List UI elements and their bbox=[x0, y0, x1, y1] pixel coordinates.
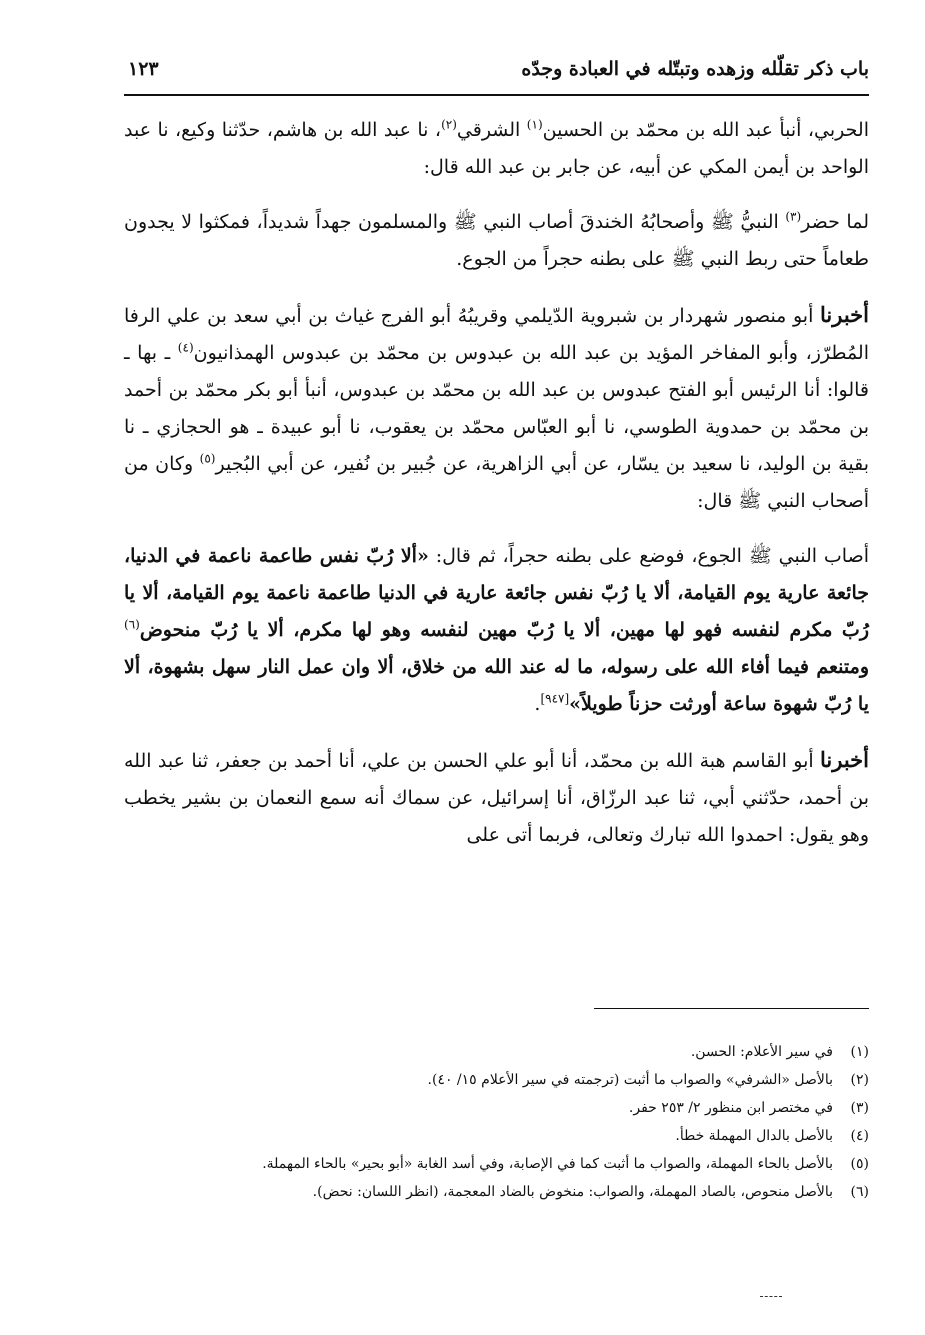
footnote-number: (٤) bbox=[850, 1128, 869, 1144]
chapter-title: باب ذكر تقلّله وزهده وتبتّله في العبادة وجدّه bbox=[521, 58, 869, 80]
footnote-item bbox=[124, 1150, 869, 1178]
footnote-ref-4[interactable]: (٤) bbox=[177, 340, 194, 355]
lead-word: أخبرنا bbox=[820, 747, 869, 772]
text-segment: . bbox=[534, 693, 541, 715]
footnote-number: (٥) bbox=[850, 1156, 869, 1172]
text-segment: أبو القاسم هبة الله بن محمّد، أنا أبو علي الحسن بن علي، أنا أحمد بن جعفر، ثنا عبد الله بن أحمد، حدّثني أبي، ثنا عبد الرزّاق، أنا إسرائيل، عن سماك أنه سمع النعمان بن بشير يخطب وهو يقول: احمدوا الله تبارك وتعالى، فربما أتى على bbox=[124, 750, 869, 846]
footnote-text: بالأصل «الشرفي» والصواب ما أثبت (ترجمته في سير الأعلام ١٥/ ٤٠). bbox=[427, 1072, 833, 1088]
paragraph-3 bbox=[124, 296, 869, 520]
text-segment: لما حضر bbox=[801, 211, 869, 233]
text-segment: الحربي، أنبأ عبد الله بن محمّد بن الحسين bbox=[542, 119, 869, 141]
footnotes bbox=[124, 1038, 869, 1206]
paragraph-2 bbox=[124, 204, 869, 278]
footnote-ref-1[interactable]: (١) bbox=[526, 117, 543, 132]
text-segment: ، نا عبد الله بن هاشم، حدّثنا وكيع، نا عبد الواحد بن أيمن المكي عن أبيه، عن جابر بن عبد الله قال: bbox=[124, 119, 869, 178]
footnote-number: (٦) bbox=[850, 1184, 869, 1200]
paragraph-5 bbox=[124, 741, 869, 854]
footnote-ref-2[interactable]: (٢) bbox=[441, 117, 457, 132]
paragraph-1 bbox=[124, 112, 869, 186]
hadith-number: [٩٤٧] bbox=[540, 691, 570, 706]
footnote-ref-5[interactable]: (٥) bbox=[199, 451, 216, 466]
hadith-text: «ألا رُبّ نفس طاعمة ناعمة في الدنيا، جائعة عارية يوم القيامة، ألا يا رُبّ نفس جائعة عارية في الدنيا طاعمة ناعمة يوم القيامة، ألا يا رُبّ مكرم لنفسه فهو لها مهين، ألا يا رُبّ مهين لنفسه وهو لها مكرم، ألا يا رُبّ منحوض bbox=[124, 545, 869, 641]
text-segment: أبو منصور شهردار بن شبروية الدّيلمي وقريبُهُ أبو الفرج غياث بن أبي سعد بن علي الرفا المُطرّز، وأبو المفاخر المؤيد بن عبد الله بن عبدوس بن محمّد بن عبدوس الهمذانيون bbox=[124, 305, 869, 364]
footnote-item bbox=[124, 1094, 869, 1122]
footnote-item bbox=[124, 1066, 869, 1094]
footnote-item bbox=[124, 1178, 869, 1206]
text-segment: الشرقي bbox=[456, 119, 527, 141]
continuation-mark bbox=[760, 1296, 782, 1297]
footnote-number: (٢) bbox=[850, 1072, 869, 1088]
lead-word: أخبرنا bbox=[820, 302, 869, 327]
footnote-ref-6[interactable]: (٦) bbox=[124, 617, 140, 632]
footnote-divider bbox=[594, 1008, 869, 1009]
text-segment: أصاب النبي ﷺ الجوع، فوضع على بطنه حجراً، ثم قال: bbox=[428, 545, 869, 567]
text-segment: ـ بها ـ قالوا: أنا الرئيس أبو الفتح عبدوس بن عبد الله بن محمّد بن عبدوس، أنبأ أبو بكر محمّد بن أحمد بن محمّد بن حمدوية الطوسي، نا أبو العبّاس محمّد بن يعقوب، نا أبو عبيدة ـ هو الحجازي ـ نا بقية بن الوليد، نا سعيد بن يسّار، عن أبي الزاهرية، عن جُبير بن نُفير، عن أبي البُجير bbox=[124, 342, 870, 475]
main-text bbox=[124, 112, 869, 872]
page-number: ١٢٣ bbox=[128, 58, 159, 80]
paragraph-4 bbox=[124, 538, 869, 723]
footnote-text: بالأصل منحوص، بالصاد المهملة، والصواب: منخوض بالضاد المعجمة، (انظر اللسان: نحض). bbox=[312, 1184, 833, 1200]
footnote-ref-3[interactable]: (٣) bbox=[785, 209, 802, 224]
footnote-text: بالأصل بالحاء المهملة، والصواب ما أثبت كما في الإصابة، وفي أسد الغابة «أبو بحير» بالحاء المهملة. bbox=[262, 1156, 833, 1172]
text-segment: النبيُّ ﷺ وأصحابُهُ الخندقَ أصاب النبي ﷺ والمسلمون جهداً شديداً، فمكثوا لا يجدون طعاماً حتى ربط النبي ﷺ على بطنه حجراً من الجوع. bbox=[124, 211, 869, 270]
footnote-item bbox=[124, 1122, 869, 1150]
footnote-number: (٣) bbox=[850, 1100, 869, 1116]
footnote-text: في سير الأعلام: الحسن. bbox=[690, 1044, 833, 1060]
footnote-text: في مختصر ابن منظور ٢/ ٢٥٣ حفر. bbox=[628, 1100, 833, 1116]
footnote-text: بالأصل بالدال المهملة خطأ. bbox=[675, 1128, 833, 1144]
text-segment: وكان من أصحاب النبي ﷺ قال: bbox=[124, 453, 869, 512]
running-header bbox=[124, 44, 869, 96]
footnote-number: (١) bbox=[850, 1044, 869, 1060]
footnote-item bbox=[124, 1038, 869, 1066]
hadith-text: ومتنعم فيما أفاء الله على رسوله، ما له عند الله من خلاق، ألا وان عمل النار سهل بشهوة، ألا يا رُبّ شهوة ساعة أورثت حزناً طويلاً» bbox=[124, 656, 869, 715]
